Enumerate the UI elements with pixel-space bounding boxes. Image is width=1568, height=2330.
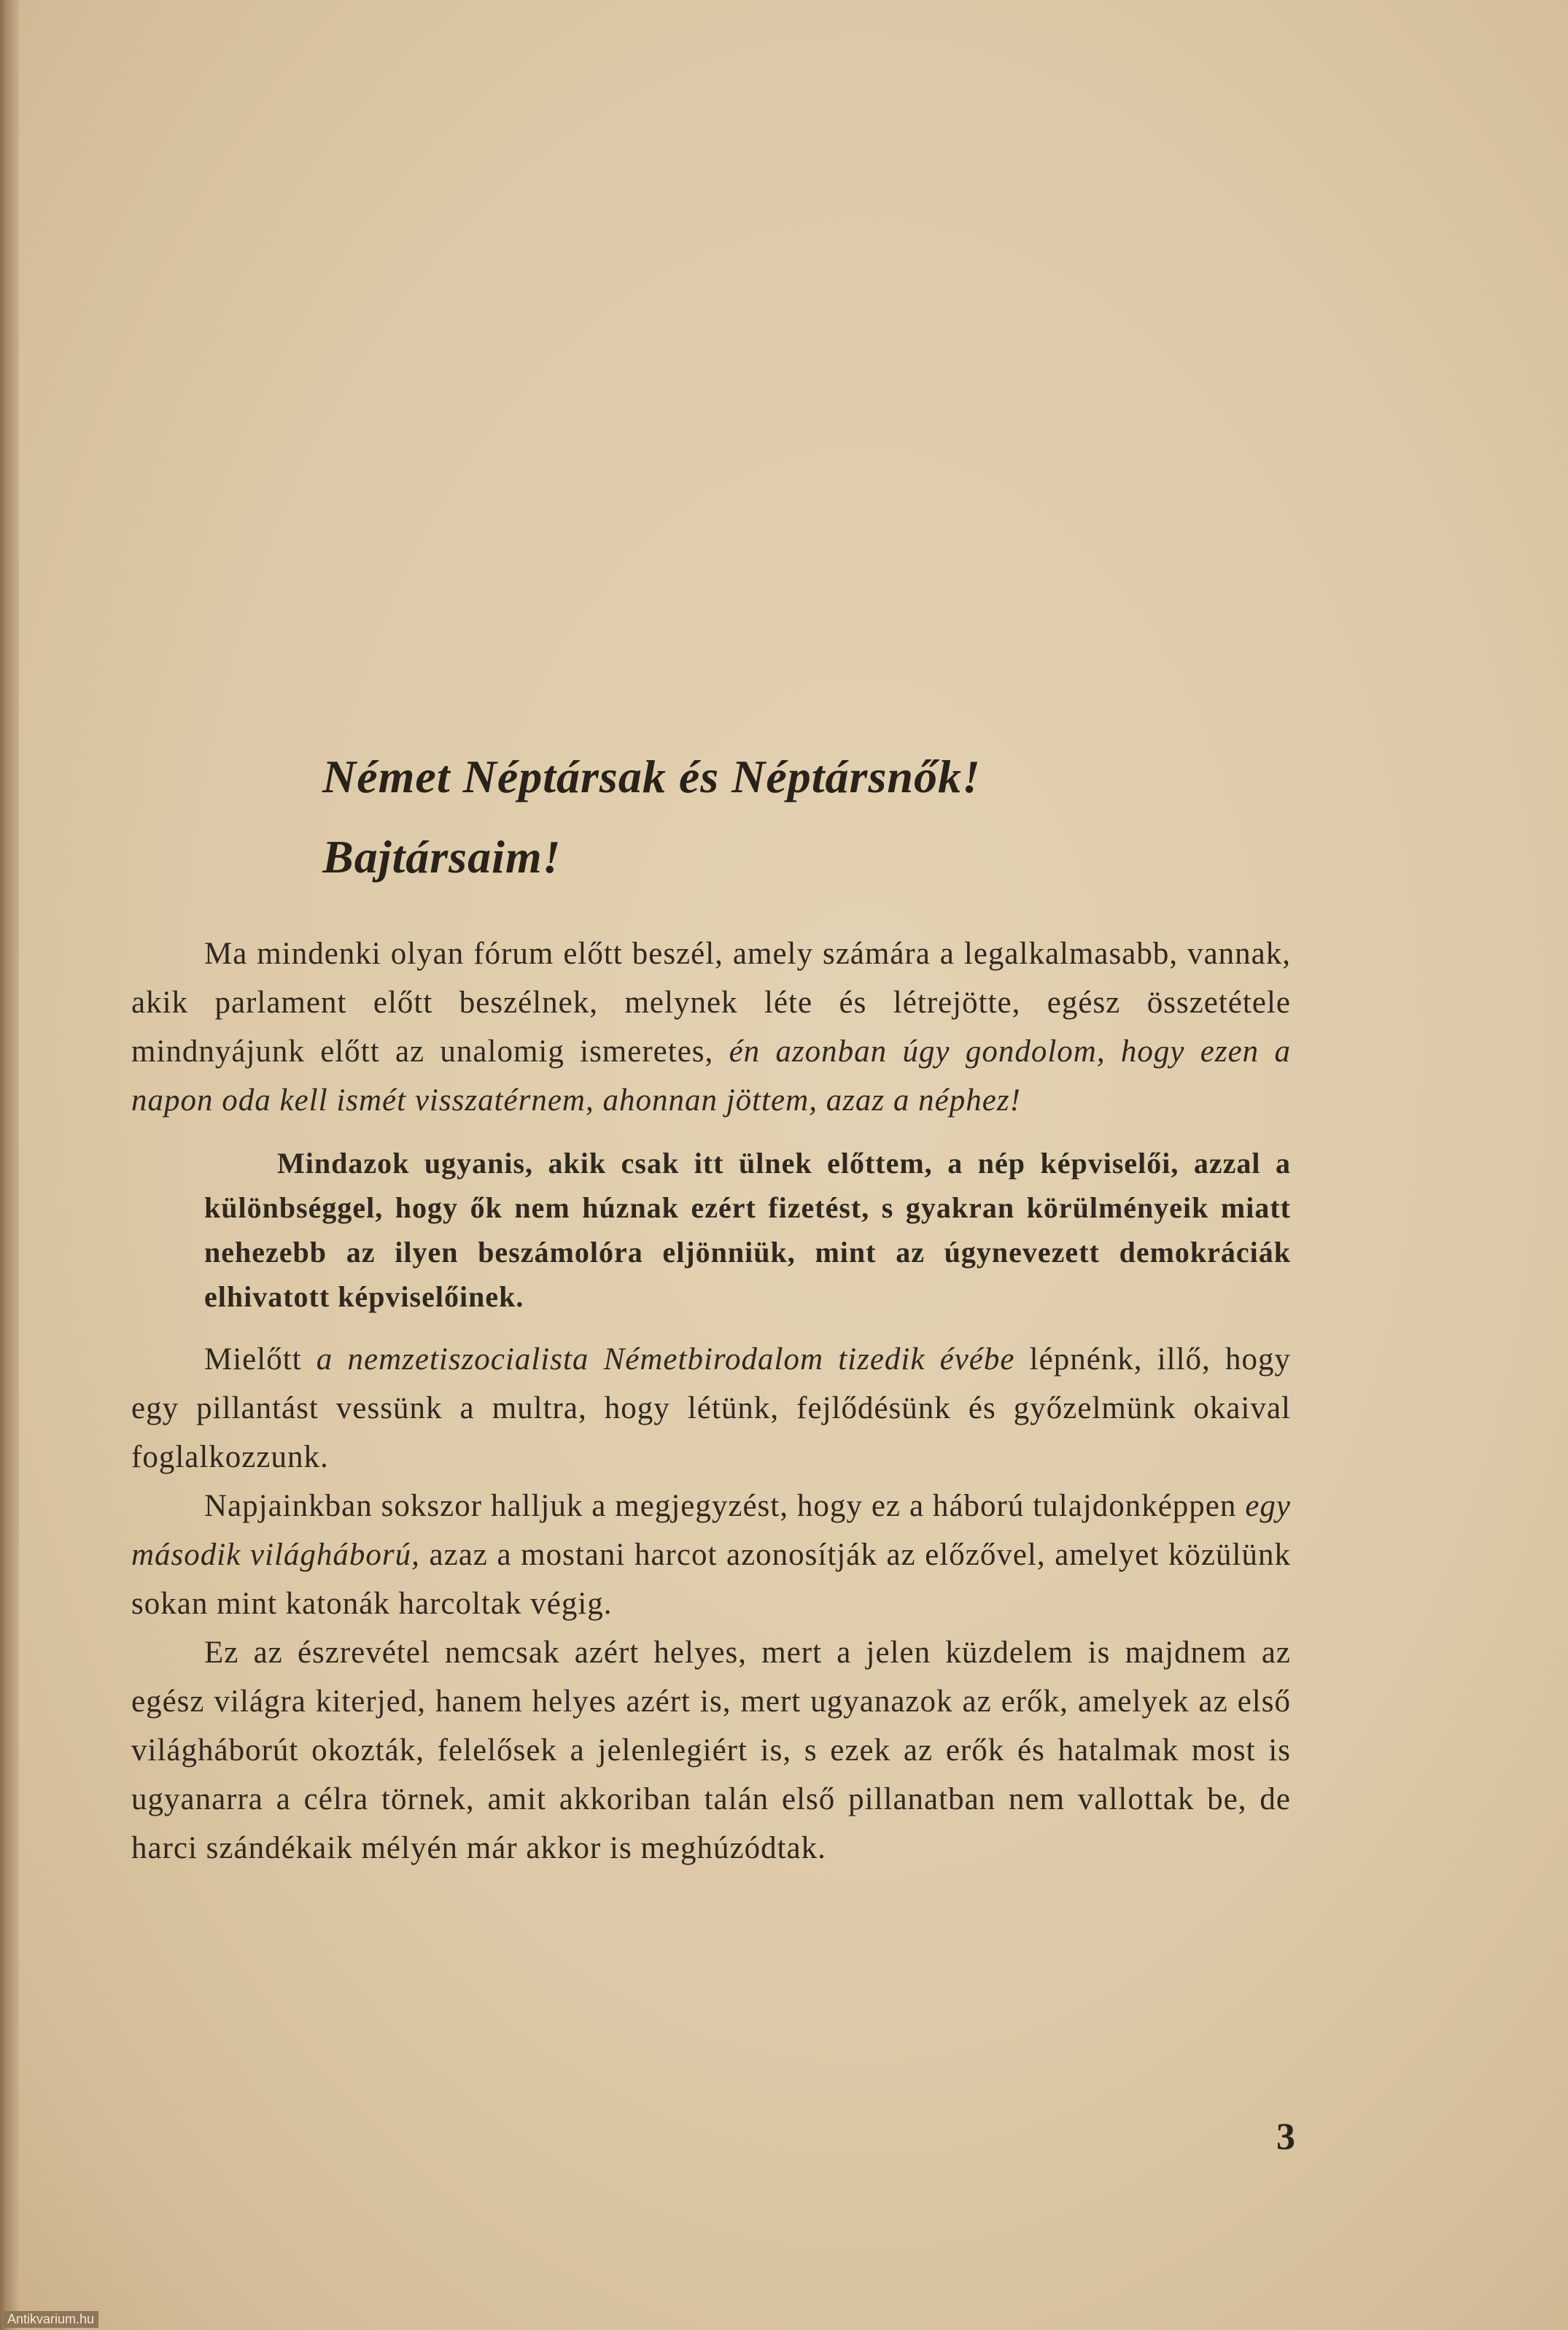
paragraph-4-text-before: Napjainkban sokszor halljuk a megjegyzést, hogy ez a háború tulajdonképpen xyxy=(204,1489,1246,1523)
heading-line-1: Német Néptársak és Néptársnők! xyxy=(322,751,981,802)
paragraph-5 xyxy=(131,1628,1291,1873)
paragraph-1-text: Ma mindenki olyan fórum előtt beszél, amely számára a legalkalmasabb, vannak, akik parlament előtt beszélnek, melynek léte és létrejötte, egész összetétele mindnyájunk előtt az unalomig ismeretes, xyxy=(131,937,1291,1069)
paragraph-4-italic: egy második világháború, xyxy=(131,1489,1291,1572)
paragraph-2-text: Mindazok ugyanis, akik csak itt ülnek előttem, a nép képviselői, azzal a különbséggel, hogy ők nem húznak ezért fizetést, s gyakran körülményeik miatt nehezebb az ilyen beszámolóra eljönniük, mint az úgynevezett demokráciák elhivatott képviselőinek. xyxy=(204,1147,1291,1313)
watermark: Antikvarium.hu xyxy=(3,2311,98,2328)
paragraph-3 xyxy=(131,1335,1291,1482)
page-number: 3 xyxy=(1276,2116,1295,2158)
speech-text xyxy=(131,737,1291,1873)
paragraph-3-text-after: lépnénk, illő, hogy egy pillantást vessünk a multra, hogy létünk, fejlődésünk és győzelmünk okaival foglalkozzunk. xyxy=(131,1342,1291,1474)
paragraph-5-text: Ez az észrevétel nemcsak azért helyes, mert a jelen küzdelem is majdnem az egész világra kiterjed, hanem helyes azért is, mert ugyanazok az erők, amelyek az első világháborút okozták, felelősek a jelenlegiért is, s ezek az erők és hatalmak most is ugyanarra a célra törnek, amit akkoriban talán első pillanatban nem vallottak be, de harci szándékaik mélyén már akkor is meghúzódtak. xyxy=(131,1636,1291,1865)
paragraph-1-italic: én azonban úgy gondolom, hogy ezen a napon oda kell ismét visszatérnem, ahonnan jöttem, azaz a néphez! xyxy=(131,1034,1291,1118)
paragraph-1 xyxy=(131,929,1291,1125)
paragraph-4 xyxy=(131,1482,1291,1628)
heading-line-2: Bajtársaim! xyxy=(322,831,562,883)
paragraph-3-text-before: Mielőtt xyxy=(204,1342,317,1377)
paragraph-2 xyxy=(204,1141,1291,1319)
paragraph-4-text-after: azaz a mostani harcot azonosítják az előzővel, amelyet közülünk sokan mint katonák harcoltak végig. xyxy=(131,1538,1291,1621)
paragraph-3-italic: a nemzetiszocialista Németbirodalom tizedik évébe xyxy=(316,1342,1015,1377)
page-binding-edge xyxy=(0,0,19,2330)
